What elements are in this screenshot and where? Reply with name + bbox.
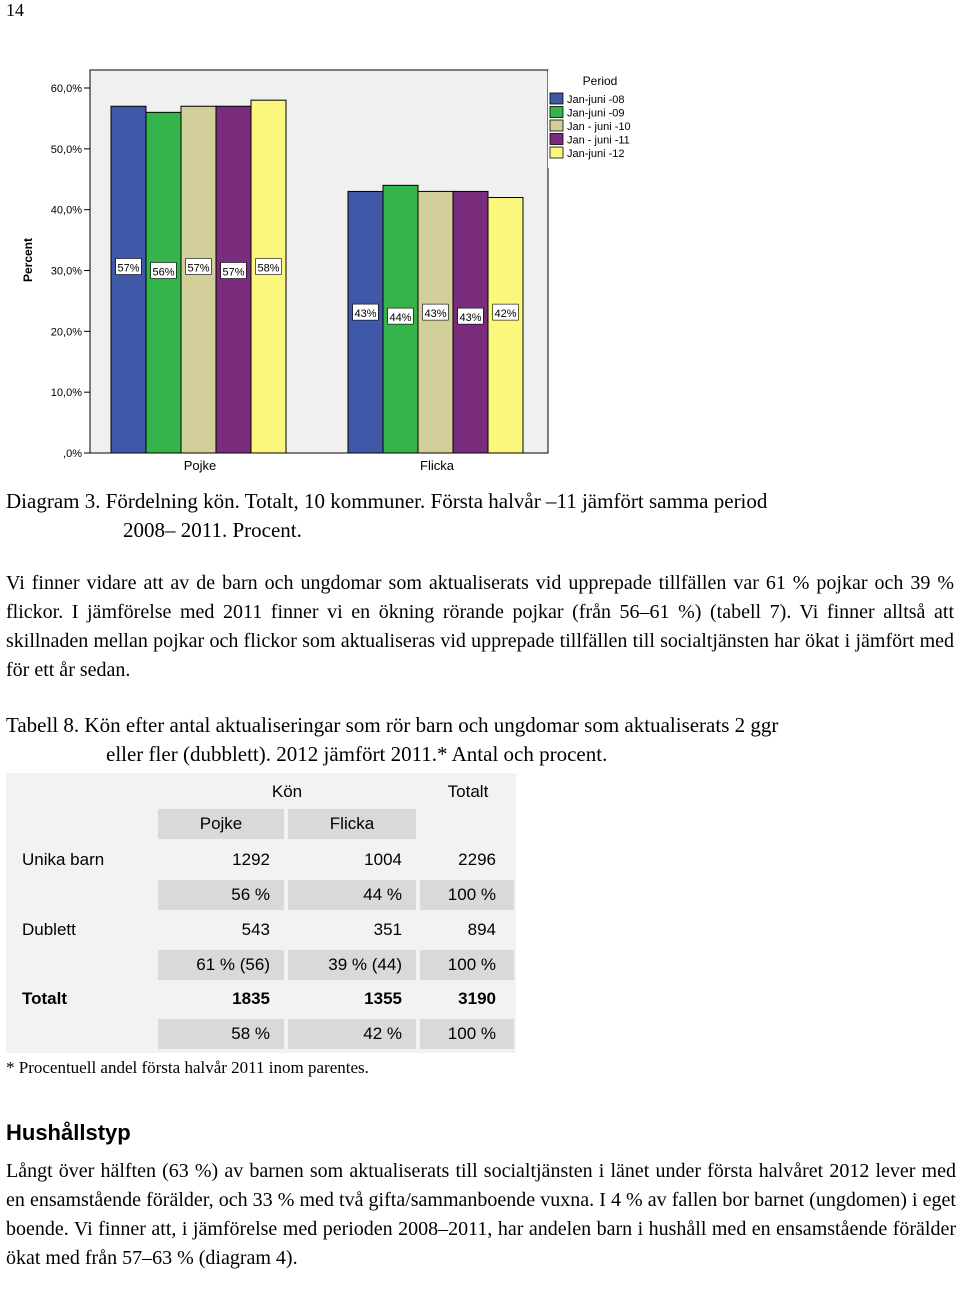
cell-unika-flicka: 1004 [364, 850, 402, 869]
bar [181, 106, 216, 453]
bar-label: 43% [459, 312, 482, 325]
caption-line-2: 2008– 2011. Procent. [123, 518, 302, 542]
cell-unika-pojke-pct-bg [158, 880, 284, 910]
legend-label: Jan - juni -10 [567, 121, 631, 133]
y-tick-label: 30,0% [50, 265, 82, 278]
y-tick-label: 50,0% [50, 143, 82, 156]
bar [216, 106, 251, 453]
paragraph-2: Långt över hälften (63 %) av barnen som aktualiserats till socialtjänsten i länet under första halvåret 2012 lever med en ensamstående förälder, och 33 % med två gifta/sammanboende vuxna. I 4 % av fallen bor barnet (ungdomen) i eget boende. Vi finner att, i jämförelse med perioden 2008–2011, har andelen barn i hushåll med en ensamstående förälder ökat med från 57–63 % (diagram 4). [6, 1160, 956, 1269]
y-tick-label: 40,0% [50, 204, 82, 217]
bar [418, 191, 453, 453]
cell-dublett-flicka-pct-bg [288, 950, 416, 980]
cell-dublett-totalt-pct: 100 % [447, 955, 496, 974]
header-kon: Kön [158, 777, 416, 807]
bar-chart [0, 60, 960, 480]
bar-label: 57% [187, 262, 210, 275]
page-number: 14 [6, 0, 24, 20]
legend [548, 70, 658, 168]
legend-label: Jan-juni -12 [567, 148, 625, 160]
row-label-totalt: Totalt [22, 989, 68, 1008]
cell-dublett-flicka: 351 [373, 920, 402, 939]
bar-label: 56% [152, 266, 175, 279]
bar-label: 58% [257, 262, 280, 275]
legend-title: Period [582, 74, 618, 88]
diagram-caption [6, 487, 956, 545]
cell-totalt-flicka: 1355 [364, 989, 402, 1008]
paragraph-1: Vi finner vidare att av de barn och ungdomar som aktualiserats vid upprepade tillfällen var 61 % pojkar och 39 % flickor. I jämförelse med 2011 finner vi en ökning rörande pojkar (från 56–61 %) (tabell 7). Vi finner alltså att skillnaden mellan pojkar och flickor som aktualiseras vid upprepade tillfällen till socialtjänsten har ökat i jämfört med för ett år sedan. [6, 572, 954, 681]
table-caption [6, 711, 956, 769]
y-tick-label: 20,0% [50, 326, 82, 339]
bar-label: 57% [117, 262, 140, 275]
x-category-label: Flicka [420, 458, 454, 473]
legend-swatch [550, 120, 563, 131]
table-caption-line-2: eller fler (dubblett). 2012 jämfört 2011.* Antal och procent. [106, 742, 608, 766]
bar [251, 100, 286, 453]
cell-unika-flicka-pct: 44 % [363, 885, 402, 904]
cell-totalt-totalt: 3190 [458, 989, 496, 1008]
y-tick-label: 10,0% [50, 387, 82, 400]
table-caption-line-1: Tabell 8. Kön efter antal aktualiseringar som rör barn och ungdomar som aktualiserats 2 ggr [6, 713, 779, 737]
x-axis-categories [184, 458, 455, 473]
x-category-label: Pojke [183, 458, 217, 473]
cell-unika-flicka-pct-bg [288, 880, 416, 910]
header-totalt: Totalt [447, 782, 489, 801]
caption-line-1: Diagram 3. Fördelning kön. Totalt, 10 kommuner. Första halvår –11 jämfört samma period [6, 489, 768, 513]
bar-label: 42% [494, 308, 517, 321]
table-corner [6, 773, 154, 843]
cell-totalt-pojke-pct: 58 % [231, 1024, 270, 1043]
cell-totalt-pojke: 1835 [232, 989, 270, 1008]
row-label-dublett: Dublett [22, 920, 76, 939]
cell-totalt-totalt-pct-bg [420, 1019, 514, 1049]
cell-unika-totalt-pct: 100 % [447, 885, 496, 904]
legend-swatch [550, 93, 563, 104]
bar-label: 43% [424, 308, 447, 321]
cell-dublett-totalt: 894 [467, 920, 496, 939]
row-label-unika: Unika barn [22, 850, 105, 869]
cell-totalt-flicka-pct-bg [288, 1019, 416, 1049]
cell-unika-pojke: 1292 [232, 850, 270, 869]
cell-unika-totalt: 2296 [458, 850, 496, 869]
cell-dublett-pojke-pct: 61 % (56) [196, 955, 270, 974]
bar-label: 43% [354, 308, 377, 321]
section-heading: Hushållstyp [6, 1120, 131, 1145]
legend-swatch [550, 107, 563, 118]
header-flicka: Flicka [288, 809, 416, 839]
bar-label: 44% [389, 312, 412, 325]
bar [146, 112, 181, 453]
cell-unika-totalt-pct-bg [420, 880, 514, 910]
bar [111, 106, 146, 453]
cell-dublett-flicka-pct: 39 % (44) [328, 955, 402, 974]
legend-swatch [550, 134, 563, 145]
bar-label: 57% [222, 266, 245, 279]
cell-totalt-totalt-pct: 100 % [447, 1024, 496, 1043]
y-axis-label: Percent [21, 237, 35, 283]
y-tick-label: ,0% [63, 448, 82, 460]
header-pojke: Pojke [158, 809, 284, 839]
cell-totalt-flicka-pct: 42 % [363, 1024, 402, 1043]
y-tick-label: 60,0% [50, 83, 82, 95]
footnote: * Procentuell andel första halvår 2011 inom parentes. [6, 1058, 369, 1077]
legend-label: Jan-juni -09 [567, 107, 625, 120]
cell-dublett-pojke: 543 [241, 920, 270, 939]
legend-label: Jan - juni -11 [567, 134, 630, 147]
cell-unika-pojke-pct: 56 % [231, 885, 270, 904]
legend-swatch [550, 147, 563, 158]
cell-dublett-pojke-pct-bg [158, 950, 284, 980]
cell-dublett-totalt-pct-bg [420, 950, 514, 980]
cell-totalt-pojke-pct-bg [158, 1019, 284, 1049]
bar [348, 191, 383, 453]
bar [488, 198, 523, 454]
y-axis [51, 83, 90, 460]
legend-label: Jan-juni -08 [567, 94, 625, 106]
